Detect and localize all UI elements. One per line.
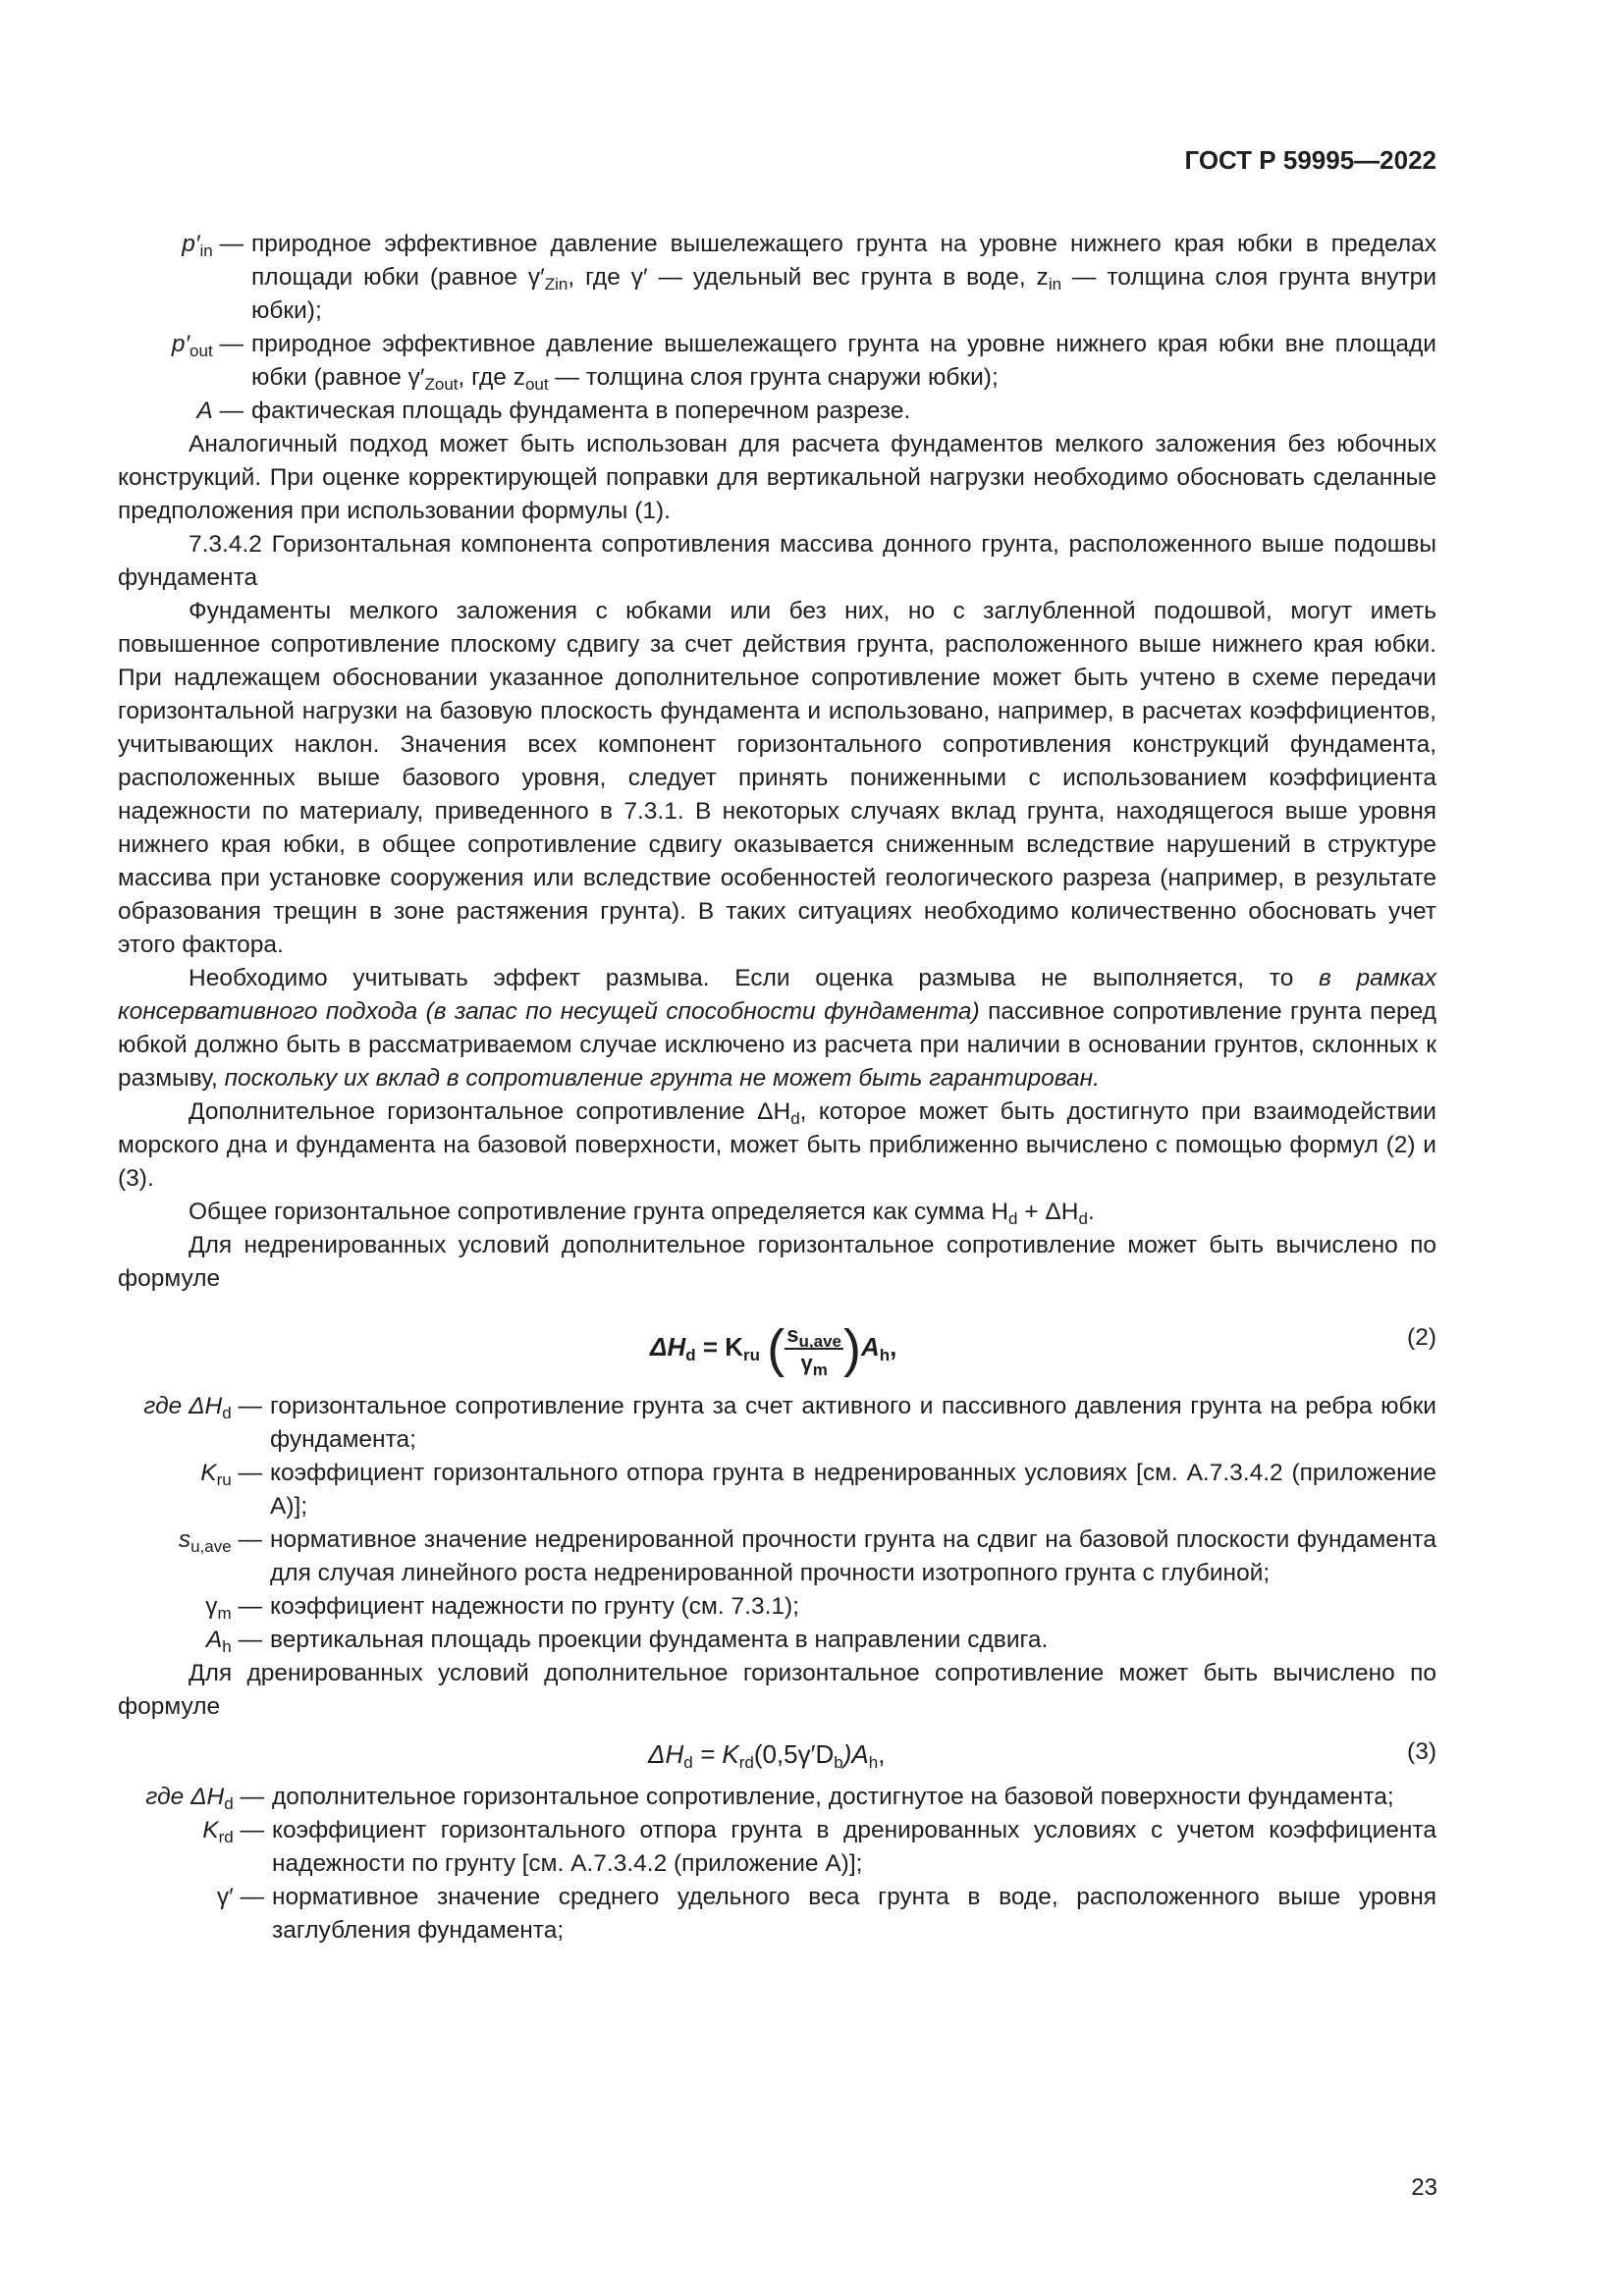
page-number: 23 xyxy=(1411,2174,1437,2201)
definition-symbol: $p'_{in}$ — xyxy=(182,231,244,260)
left-paren: ( xyxy=(767,1319,785,1378)
definition-text: нормативное значение среднего удельного веса грунта в воде, расположенного выше уровня заглубления фундамента; xyxy=(272,1884,1436,1944)
definition-symbol: где $\Delta H_d$ — xyxy=(143,1393,262,1422)
definition-symbol: $K_{rd}$ — xyxy=(202,1817,264,1846)
formula-2 xyxy=(118,1296,1436,1390)
definition-text: нормативное значение недренированной прочности грунта на сдвиг на базовой плоскости фундамента для случая линейного роста недренированной прочности изотропного грунта с глубиной; xyxy=(270,1526,1436,1586)
definition-symbol: где $\Delta H_d$ — xyxy=(145,1784,264,1813)
definition-text: горизонтальное сопротивление грунта за счет активного и пассивного давления грунта на ребра юбки фундамента; xyxy=(270,1393,1436,1453)
definition-text: вертикальная площадь проекции фундамента в направлении сдвига. xyxy=(270,1627,1049,1653)
definition-text: коэффициент горизонтального отпора грунта в дренированных условиях с учетом коэффициента надежности по грунту [см. А.7.3.4.2 (приложение А)]; xyxy=(272,1817,1436,1877)
definition-text: дополнительное горизонтальное сопротивление, достигнутое на базовой поверхности фундамента; xyxy=(272,1784,1394,1810)
paragraph: Аналогичный подход может быть использован для расчета фундаментов мелкого заложения без юбочных конструкций. При оценке корректирующей поправки для вертикальной нагрузки необходимо обосновать сделанные предположения при использовании формулы (1). xyxy=(118,431,1436,524)
definition-text: фактическая площадь фундамента в поперечном разрезе. xyxy=(251,398,911,424)
formula-number: (2) xyxy=(1407,1324,1436,1351)
definition-symbol: $s_{u,ave}$ — xyxy=(178,1526,262,1556)
definition-symbol: $A_h$ — xyxy=(205,1627,262,1656)
formula-3-body: $\Delta H_d = K_{rd}(0,5\gamma'D_b)A_h$, xyxy=(648,1739,886,1772)
paragraph: Общее горизонтальное сопротивление грунта определяется как сумма $H_d + \Delta H_d$. xyxy=(189,1199,1095,1228)
page-content xyxy=(118,228,1436,1948)
formula-2-body: $\Delta H_d = K_{ru}$ ( $\frac{s_{u,ave}}{\gamma_m}$ )$A_h$, xyxy=(650,1319,897,1379)
paragraph: Дополнительное горизонтальное сопротивление $\Delta H_d$, которое может быть достигнуто при взаимодействии морского дна и фундамента на базовой поверхности, может быть приближенно вычислено с помощью формул (2) и (3). xyxy=(118,1098,1436,1192)
definition-symbol: $K_{ru}$ — xyxy=(200,1460,262,1489)
paragraph: Для дренированных условий дополнительное горизонтальное сопротивление может быть вычислено по формуле xyxy=(118,1660,1436,1720)
formula-3 xyxy=(118,1724,1436,1781)
definition-text: природное эффективное давление вышележащего грунта на уровне нижнего края юбки вне площади юбки (равное $\gamma'_{Zout}$, где $z_{out}$ — толщина слоя грунта снаружи юбки); xyxy=(251,331,1436,394)
definition-text: коэффициент надежности по грунту (см. 7.3.1); xyxy=(270,1593,799,1620)
right-paren: ) xyxy=(843,1319,861,1378)
formula-number: (3) xyxy=(1407,1738,1436,1765)
paragraph: Фундаменты мелкого заложения с юбками или без них, но с заглубленной подошвой, могут иметь повышенное сопротивление плоскому сдвигу за счет действия грунта, расположенного выше нижнего края юбки. При надлежащем обосновании указанное дополнительное сопротивление может быть учтено в схеме передачи горизонтальной нагрузки на базовую плоскость фундамента и использовано, например, в расчетах коэффициентов, учитывающих наклон. Значения всех компонент горизонтального сопротивления конструкций фундамента, расположенных выше базового уровня, следует принять пониженными с использованием коэффициента надежности по материалу, приведенного в 7.3.1. В некоторых случаях вклад грунта, находящегося выше уровня нижнего края юбки, в общее сопротивление сдвигу оказывается сниженным вследствие нарушений в структуре массива при установке сооружения или вследствие особенностей геологического разреза (например, в результате образования трещин в зоне растяжения грунта). В таких ситуациях необходимо количественно обосновать учет этого фактора. xyxy=(118,598,1436,958)
paragraph: Для недренированных условий дополнительное горизонтальное сопротивление может быть вычислено по формуле xyxy=(118,1232,1436,1292)
definitions-list-top xyxy=(118,228,1436,428)
definitions-list-formula-2 xyxy=(118,1390,1436,1657)
definition-text: коэффициент горизонтального отпора грунта в недренированных условиях [см. А.7.3.4.2 (приложение А)]; xyxy=(270,1460,1436,1520)
definition-symbol: A — xyxy=(196,398,244,424)
section-heading: 7.3.4.2 Горизонтальная компонента сопротивления массива донного грунта, расположенного выше подошвы фундамента xyxy=(118,531,1436,591)
definition-symbol: γ′ — xyxy=(216,1884,264,1910)
document-id: ГОСТ Р 59995—2022 xyxy=(1184,145,1436,175)
definition-text: природное эффективное давление вышележащего грунта на уровне нижнего края юбки в пределах площади юбки (равное $\gamma'_{Zin}$, где γ′ — удельный вес грунта в воде, $z_{in}$ — толщина слоя грунта внутри юбки); xyxy=(251,231,1436,324)
paragraph: Необходимо учитывать эффект размыва. Если оценка размыва не выполняется, то в рамках консервативного подхода (в запас по несущей способности фундамента) пассивное сопротивление грунта перед юбкой должно быть в рассматриваемом случае исключено из расчета при наличии в основании грунтов, склонных к размыву, поскольку их вклад в сопротивление грунта не может быть гарантирован. xyxy=(118,965,1436,1092)
definition-symbol: $p'_{out}$ — xyxy=(171,331,244,360)
fraction: $\frac{s_{u,ave}}{\gamma_m}$ xyxy=(786,1322,841,1379)
definition-symbol: $\gamma_m$ — xyxy=(205,1593,262,1623)
definitions-list-formula-3 xyxy=(118,1781,1436,1948)
